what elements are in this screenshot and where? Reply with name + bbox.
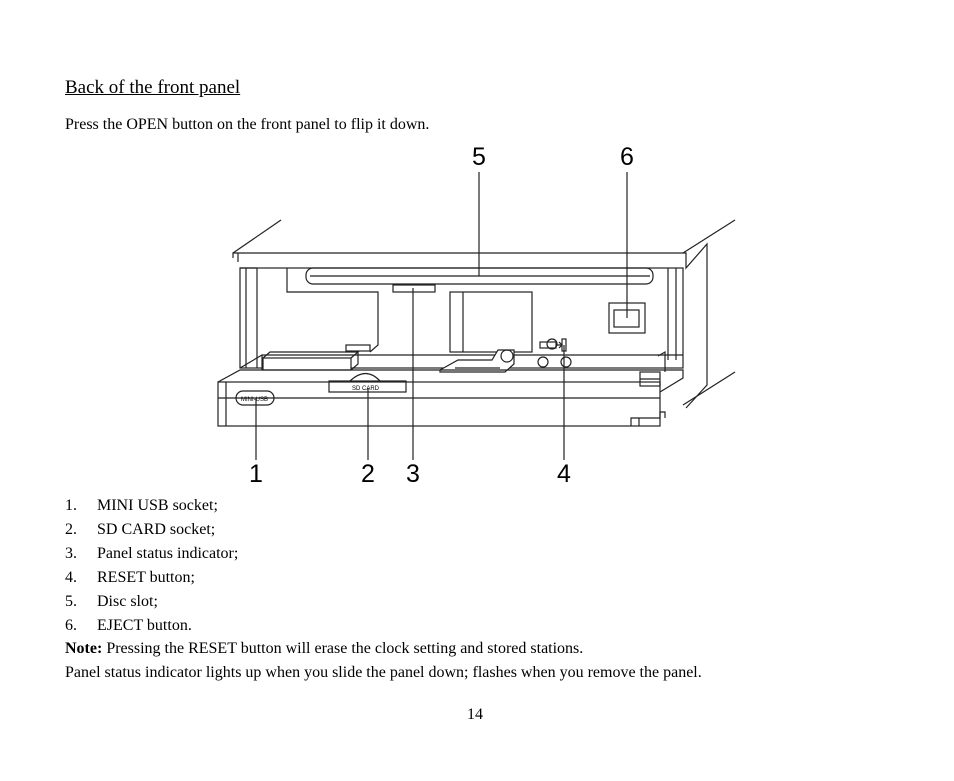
- list-item-text: SD CARD socket;: [97, 521, 216, 538]
- list-item-number: 3.: [65, 545, 77, 562]
- section-heading: Back of the front panel: [65, 77, 241, 98]
- list-item: [65, 544, 238, 568]
- callout-5: 5: [472, 143, 486, 171]
- list-item: [65, 520, 238, 544]
- mini-usb-label: MINI-USB: [241, 397, 268, 403]
- list-item-text: RESET button;: [97, 569, 195, 586]
- page-number: 14: [467, 706, 483, 723]
- callout-1: 1: [249, 460, 263, 488]
- list-item-number: 6.: [65, 617, 77, 634]
- list-item-number: 5.: [65, 593, 77, 610]
- intro-text: Press the OPEN button on the front panel to flip it down.: [65, 116, 430, 133]
- list-item-number: 4.: [65, 569, 77, 586]
- list-item: [65, 496, 238, 520]
- sd-card-label: SD CARD: [352, 386, 380, 392]
- list-item-number: 2.: [65, 521, 77, 538]
- list-item: [65, 616, 238, 640]
- note: [65, 640, 583, 658]
- list-item-text: MINI USB socket;: [97, 497, 218, 514]
- list-item: [65, 592, 238, 616]
- list-item-text: Disc slot;: [97, 593, 158, 610]
- status-indicator-paragraph: Panel status indicator lights up when you slide the panel down; flashes when you remove the panel.: [65, 664, 702, 681]
- list-item: [65, 568, 238, 592]
- list-item-text: Panel status indicator;: [97, 545, 239, 562]
- note-label: Note:: [65, 640, 103, 657]
- list-item-text: EJECT button.: [97, 617, 192, 634]
- callout-4: 4: [557, 460, 571, 488]
- callout-6: 6: [620, 143, 634, 171]
- note-text: Pressing the RESET button will erase the clock setting and stored stations.: [102, 640, 584, 657]
- component-list: [65, 496, 238, 640]
- callout-2: 2: [361, 460, 375, 488]
- list-item-number: 1.: [65, 497, 77, 514]
- callout-3: 3: [406, 460, 420, 488]
